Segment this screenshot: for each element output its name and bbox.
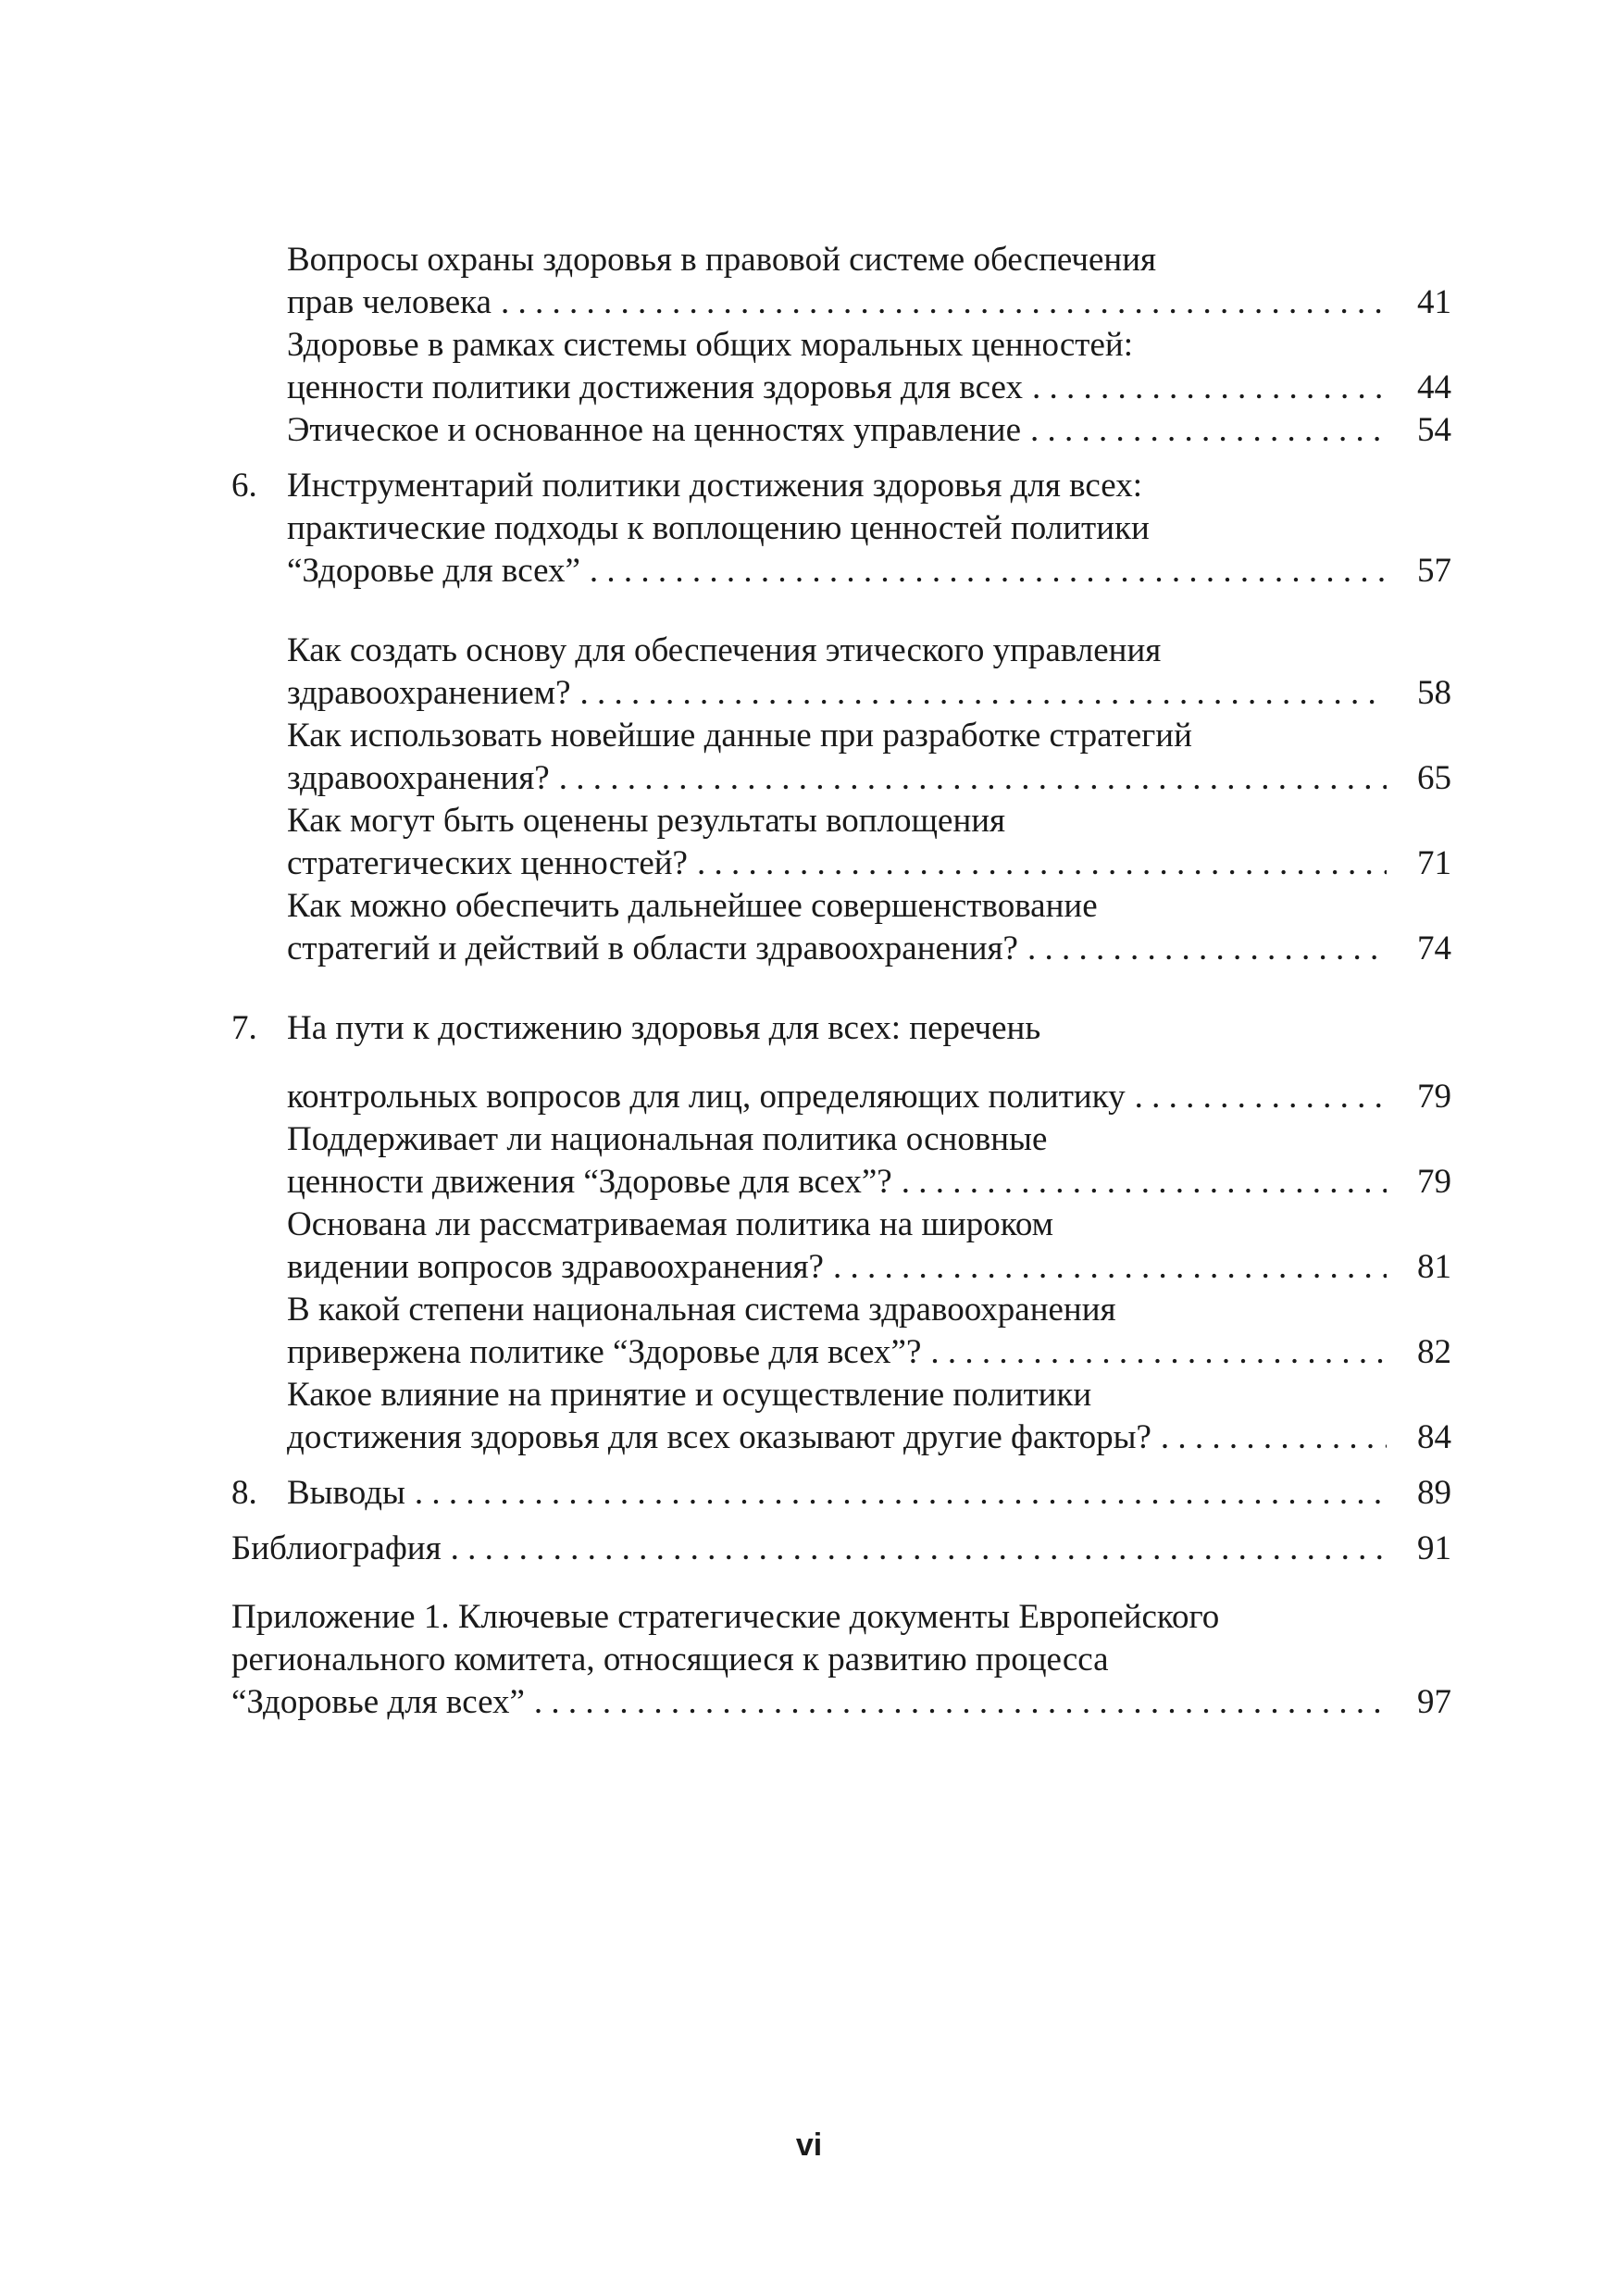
toc-page-number: 65 [1387, 757, 1451, 800]
toc-page-number: 41 [1387, 281, 1451, 324]
toc-entry-line[interactable] [231, 367, 1451, 409]
toc-page-number: 79 [1387, 1076, 1451, 1118]
toc-page-number: 71 [1387, 842, 1451, 885]
toc-entry-line: В какой степени национальная система здравоохранения [287, 1291, 1116, 1329]
toc-entry-text: Инструментарий политики достижения здоровья для всех: [287, 467, 1142, 505]
toc-page-number: 54 [1387, 409, 1451, 452]
toc-entry-text: Выводы [287, 1472, 415, 1515]
dot-leader [1032, 367, 1387, 409]
dot-leader [580, 672, 1388, 715]
toc-entry-line: Здоровье в рамках системы общих моральных ценностей: [287, 326, 1133, 364]
dot-leader [697, 842, 1387, 885]
toc-entry-line: регионального комитета, относящиеся к развитию процесса [231, 1641, 1109, 1678]
toc-page-number: 82 [1387, 1331, 1451, 1374]
toc-page-number: 89 [1387, 1472, 1451, 1515]
toc-entry-line: практические подходы к воплощению ценностей политики [287, 509, 1150, 547]
toc-entry-line: Как могут быть оценены результаты воплощения [287, 802, 1006, 840]
dot-leader [1030, 409, 1387, 452]
toc-entry-line: Приложение 1. Ключевые стратегические документы Европейского [231, 1598, 1220, 1636]
toc-entry-line[interactable] [231, 757, 1451, 800]
toc-entry-line[interactable] [231, 1681, 1451, 1724]
toc-page-number: 74 [1387, 928, 1451, 970]
page-folio: vi [795, 2128, 823, 2163]
toc-entry-line: Основана ли рассматриваемая политика на широком [287, 1205, 1054, 1243]
dot-leader [1161, 1416, 1387, 1459]
toc-chapter-line [231, 465, 1451, 507]
toc-entry-line: Как можно обеспечить дальнейшее совершенствование [287, 887, 1098, 925]
toc-entry-line[interactable] [231, 1331, 1451, 1374]
toc-page-number: 57 [1387, 550, 1451, 593]
dot-leader [833, 1246, 1387, 1289]
toc-entry-text: “Здоровье для всех” [287, 550, 590, 593]
toc-page-number: 79 [1387, 1161, 1451, 1204]
dot-leader [415, 1472, 1387, 1515]
toc-entry-text: привержена политике “Здоровье для всех”? [287, 1331, 930, 1374]
toc-entry-line: Поддерживает ли национальная политика основные [287, 1120, 1048, 1158]
dot-leader [1027, 928, 1387, 970]
toc-page-number: 58 [1387, 672, 1451, 715]
toc-entry-text: прав человека [287, 281, 501, 324]
table-of-contents [231, 239, 1451, 1724]
toc-entry-text: ценности политики достижения здоровья для всех [287, 367, 1032, 409]
toc-entry-line[interactable] [231, 1161, 1451, 1204]
toc-entry-text: стратегических ценностей? [287, 842, 697, 885]
toc-page-number: 91 [1387, 1528, 1451, 1570]
toc-entry-text: стратегий и действий в области здравоохранения? [287, 928, 1027, 970]
toc-entry-text: “Здоровье для всех” [231, 1681, 534, 1724]
toc-entry-text: ценности движения “Здоровье для всех”? [287, 1161, 902, 1204]
toc-entry-text: достижения здоровья для всех оказывают другие факторы? [287, 1416, 1161, 1459]
toc-entry-text: здравоохранения? [287, 757, 559, 800]
toc-entry-line: Какое влияние на принятие и осуществление политики [287, 1376, 1092, 1414]
dot-leader [590, 550, 1387, 593]
toc-entry-line[interactable] [231, 409, 1451, 452]
toc-entry-line[interactable] [231, 1416, 1451, 1459]
dot-leader [902, 1161, 1387, 1204]
dot-leader [1135, 1076, 1387, 1118]
toc-entry-line[interactable] [231, 281, 1451, 324]
toc-entry-line[interactable] [231, 928, 1451, 970]
chapter-number: 7. [231, 1009, 257, 1047]
toc-entry-line[interactable] [231, 842, 1451, 885]
toc-page-number: 44 [1387, 367, 1451, 409]
toc-entry-text: контрольных вопросов для лиц, определяющих политику [287, 1076, 1135, 1118]
dot-leader [559, 757, 1387, 800]
toc-page-number: 84 [1387, 1416, 1451, 1459]
toc-entry-line: Как создать основу для обеспечения этического управления [287, 631, 1162, 669]
toc-entry-line: Вопросы охраны здоровья в правовой системе обеспечения [287, 241, 1157, 279]
toc-page-number: 81 [1387, 1246, 1451, 1289]
chapter-number: 6. [231, 467, 257, 505]
toc-entry-line[interactable] [231, 1528, 1451, 1570]
toc-chapter-line [231, 1007, 1451, 1050]
toc-entry-line: Как использовать новейшие данные при разработке стратегий [287, 717, 1192, 755]
dot-leader [451, 1528, 1387, 1570]
toc-entry-line[interactable] [231, 672, 1451, 715]
dot-leader [930, 1331, 1387, 1374]
toc-entry-text: Этическое и основанное на ценностях управление [287, 409, 1030, 452]
toc-entry-text: На пути к достижению здоровья для всех: перечень [287, 1009, 1041, 1047]
toc-entry-text: видении вопросов здравоохранения? [287, 1246, 833, 1289]
toc-chapter-line[interactable] [231, 1472, 1451, 1515]
toc-page-number: 97 [1387, 1681, 1451, 1724]
toc-entry-line[interactable] [231, 1076, 1451, 1118]
toc-entry-text: Библиография [231, 1528, 451, 1570]
dot-leader [534, 1681, 1387, 1724]
toc-entry-text: здравоохранением? [287, 672, 580, 715]
toc-entry-line[interactable] [231, 1246, 1451, 1289]
dot-leader [501, 281, 1387, 324]
chapter-number: 8. [231, 1474, 257, 1512]
toc-entry-line[interactable] [231, 550, 1451, 593]
